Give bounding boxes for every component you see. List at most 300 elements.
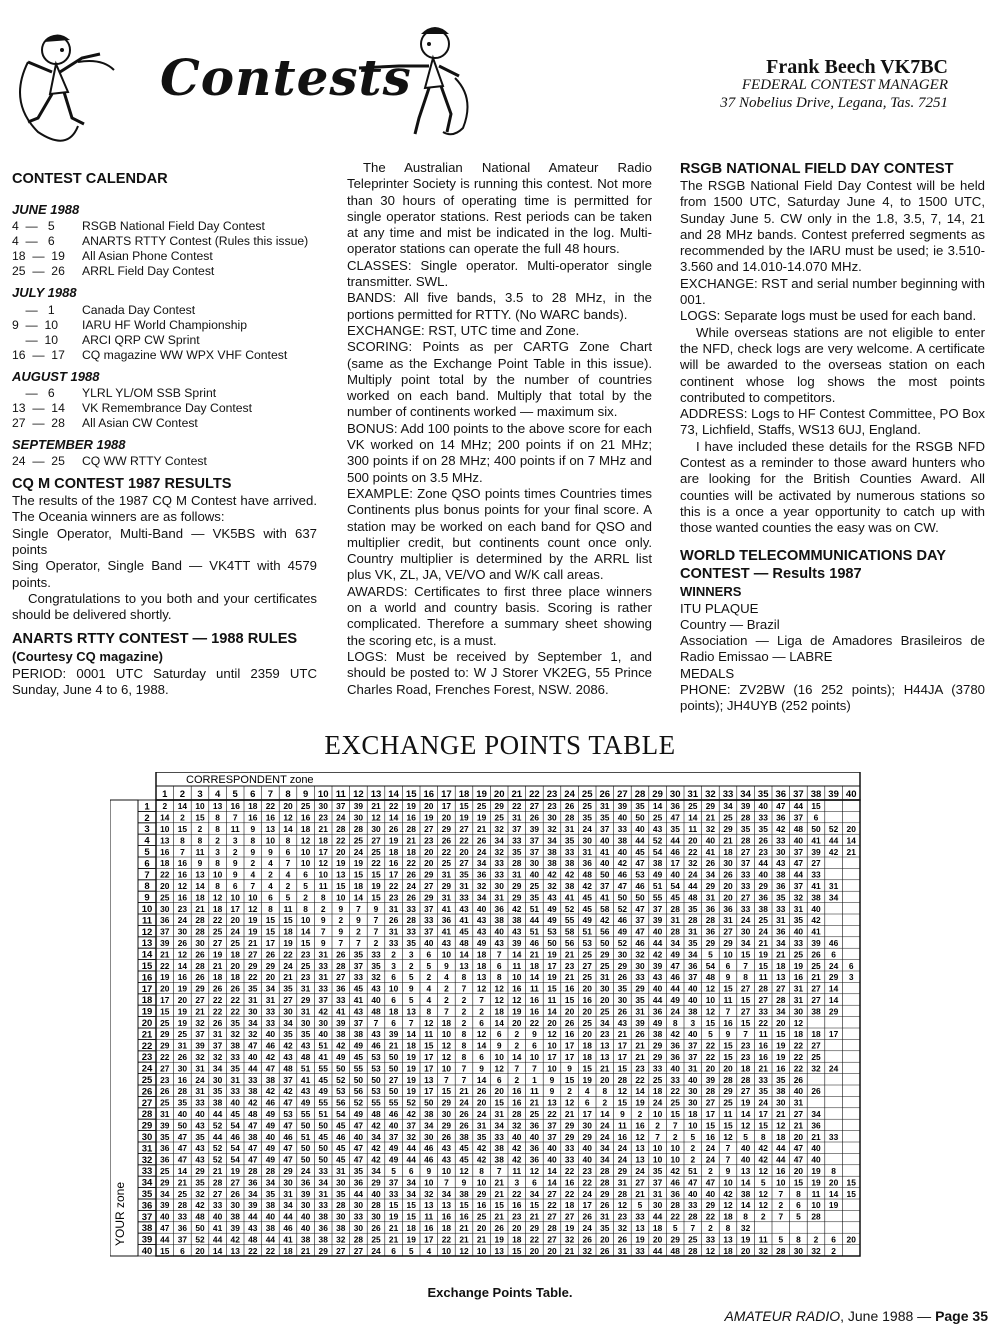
table-cell: 20 (723, 1063, 733, 1074)
table-cell: 7 (232, 812, 238, 823)
table-cell: 40 (318, 1029, 328, 1040)
wtd-country: Country — Brazil (680, 616, 780, 632)
table-cell: 28 (406, 915, 416, 926)
table-cell: 20 (723, 881, 733, 891)
table-cell: 36 (494, 903, 504, 914)
table-cell: 46 (265, 1040, 276, 1051)
column-zone-number: 11 (335, 789, 346, 800)
table-cell: 15 (388, 1200, 399, 1211)
table-cell: 22 (459, 835, 469, 846)
table-cell: 18 (406, 1040, 416, 1051)
table-cell: 27 (740, 983, 751, 994)
table-cell: 38 (564, 858, 575, 869)
table-cell: 33 (494, 869, 504, 880)
table-cell: 24 (476, 846, 487, 857)
table-cell: 11 (723, 1109, 733, 1119)
table-cell: 40 (705, 835, 716, 846)
table-cell: 8 (461, 972, 467, 983)
table-cell: 29 (160, 1040, 170, 1051)
calendar-month: JULY 1988 (12, 285, 77, 301)
table-cell: 10 (265, 835, 276, 846)
table-cell: 2 (514, 1040, 520, 1051)
table-cell: 49 (670, 995, 680, 1005)
table-cell: 30 (353, 1223, 364, 1233)
table-cell: 16 (758, 1040, 768, 1051)
table-cell: 10 (652, 1143, 663, 1154)
table-cell: 21 (705, 812, 716, 823)
table-cell: 2 (338, 915, 344, 926)
table-cell: 23 (758, 846, 768, 857)
table-cell: 37 (406, 1120, 416, 1131)
table-cell: 12 (723, 1200, 733, 1211)
table-cell: 25 (600, 1006, 610, 1017)
page-footer (724, 1308, 988, 1324)
table-cell: 18 (212, 903, 223, 914)
table-cell: 36 (177, 1223, 188, 1233)
calendar-contest: All Asian Phone Contest (82, 249, 213, 264)
table-cell: 24 (230, 926, 240, 937)
table-cell: 21 (476, 824, 487, 834)
table-cell: 17 (547, 1052, 557, 1062)
table-cell: 42 (828, 846, 839, 857)
table-cell: 17 (758, 1109, 768, 1119)
table-cell: 18 (652, 1223, 663, 1233)
table-cell: 28 (705, 1086, 716, 1097)
table-cell: 21 (388, 1223, 399, 1233)
table-cell: 33 (318, 1200, 328, 1211)
table-cell: 9 (496, 1040, 502, 1051)
table-cell: 12 (758, 1188, 768, 1199)
table-cell: 34 (688, 949, 698, 960)
table-cell: 14 (600, 1109, 610, 1119)
table-cell: 44 (758, 858, 768, 869)
table-cell: 15 (723, 1052, 733, 1062)
table-cell: 46 (388, 1109, 399, 1119)
table-cell: 33 (758, 812, 768, 823)
table-cell: 35 (652, 1166, 663, 1176)
cqm-result-single: Sing Operator, Single Band — VK4TT with 4579 points. (12, 558, 317, 590)
table-cell: 32 (547, 824, 557, 834)
table-cell: 30 (441, 1109, 452, 1119)
table-cell: 6 (391, 972, 396, 983)
table-cell: 17 (265, 938, 276, 948)
table-cell: 19 (230, 1166, 240, 1176)
table-cell: 30 (160, 903, 170, 914)
table-cell: 27 (635, 1177, 645, 1188)
table-cell: 20 (424, 858, 434, 869)
table-cell: 34 (318, 1177, 328, 1188)
table-cell: 30 (300, 1200, 311, 1211)
table-cell: 18 (248, 801, 258, 812)
table-cell: 42 (723, 1188, 733, 1199)
table-cell: 24 (705, 1143, 716, 1154)
table-cell: 7 (356, 938, 361, 948)
table-cell: 43 (652, 972, 663, 983)
table-cell: 35 (758, 824, 768, 834)
table-cell: 46 (828, 938, 839, 948)
table-cell: 12 (441, 1040, 452, 1051)
table-cell: 15 (758, 1120, 768, 1131)
table-cell: 12 (424, 1017, 434, 1028)
table-cell: 30 (248, 1006, 258, 1017)
table-cell: 16 (476, 1200, 487, 1211)
table-cell: 38 (265, 1074, 276, 1085)
table-cell: 4 (426, 1245, 432, 1256)
table-cell: 51 (688, 1166, 698, 1176)
table-cell: 38 (494, 1143, 504, 1154)
table-cell: 15 (740, 949, 751, 960)
table-cell: 40 (371, 995, 381, 1005)
table-cell: 52 (195, 1234, 205, 1245)
table-cell: 11 (529, 1086, 539, 1097)
table-cell: 32 (371, 972, 381, 983)
table-cell: 29 (512, 892, 522, 903)
table-cell: 38 (776, 869, 786, 880)
table-cell: 50 (300, 1120, 311, 1131)
table-cell: 46 (230, 1131, 240, 1142)
column-zone-number: 28 (634, 789, 646, 800)
table-cell: 33 (406, 903, 416, 914)
table-cell: 21 (388, 1234, 399, 1245)
table-cell: 48 (248, 1234, 258, 1245)
table-cell: 22 (705, 1052, 716, 1062)
table-cell: 46 (617, 915, 628, 926)
row-zone-number: 3 (144, 824, 150, 836)
table-cell: 39 (617, 801, 628, 812)
table-cell: 28 (371, 1200, 381, 1211)
table-cell: 38 (459, 1131, 469, 1142)
table-cell: 30 (336, 1177, 346, 1188)
table-cell: 14 (212, 1245, 223, 1256)
table-cell: 16 (758, 1052, 768, 1062)
table-cell: 29 (441, 824, 452, 834)
table-cell: 25 (212, 926, 223, 937)
table-cell: 42 (371, 1154, 381, 1165)
table-cell: 38 (248, 1131, 258, 1142)
table-cell: 49 (388, 1154, 399, 1165)
table-cell: 48 (459, 938, 469, 948)
table-cell: 38 (617, 835, 628, 846)
table-cell: 33 (265, 1017, 276, 1028)
table-cell: 20 (529, 1245, 540, 1256)
column-left (12, 160, 317, 698)
table-cell: 16 (635, 1120, 645, 1131)
table-cell: 36 (582, 858, 592, 869)
table-cell: 27 (811, 1040, 821, 1051)
table-cell: 22 (160, 869, 170, 880)
table-cell: 18 (406, 1223, 416, 1233)
table-cell: 49 (670, 949, 680, 960)
table-cell: 29 (512, 881, 522, 891)
table-cell: 43 (652, 824, 663, 834)
table-cell: 44 (776, 1143, 786, 1154)
table-cell: 39 (388, 1029, 399, 1040)
table-cell: 18 (564, 1200, 575, 1211)
table-cell: 2 (285, 881, 291, 891)
table-cell: 26 (811, 1086, 821, 1097)
table-cell: 38 (424, 1109, 434, 1119)
table-cell: 26 (230, 983, 240, 994)
table-cell: 21 (494, 1177, 504, 1188)
table-cell: 17 (424, 1234, 434, 1245)
table-cell: 10 (160, 824, 170, 834)
table-cell: 37 (353, 960, 364, 971)
table-cell: 38 (652, 858, 663, 869)
table-cell: 25 (160, 1097, 170, 1108)
table-cell: 22 (512, 1188, 522, 1199)
table-cell: 9 (232, 869, 238, 880)
table-cell: 52 (406, 1097, 416, 1108)
table-cell: 14 (512, 1052, 522, 1062)
table-cell: 13 (441, 1200, 452, 1211)
table-cell: 6 (268, 892, 273, 903)
column-zone-number: 33 (722, 789, 734, 800)
table-cell: 28 (195, 915, 205, 926)
table-cell: 2 (232, 846, 238, 857)
table-cell: 40 (388, 1120, 399, 1131)
table-cell: 40 (688, 1188, 698, 1199)
table-cell: 21 (494, 1211, 504, 1222)
exchange-points-table (110, 772, 870, 1272)
table-cell: 19 (476, 812, 487, 823)
table-cell: 2 (461, 1017, 467, 1028)
table-cell: 40 (705, 1188, 716, 1199)
table-cell: 9 (444, 960, 449, 971)
table-cell: 7 (778, 1211, 784, 1222)
table-cell: 47 (248, 1040, 258, 1051)
table-cell: 36 (776, 812, 786, 823)
table-cell: 7 (514, 1063, 520, 1074)
table-cell: 19 (793, 960, 804, 971)
table-cell: 30 (582, 1120, 592, 1131)
author-role: FEDERAL CONTEST MANAGER (741, 77, 948, 93)
table-cell: 15 (793, 1177, 804, 1188)
table-cell: 22 (248, 972, 258, 983)
table-cell: 21 (476, 1234, 487, 1245)
table-cell: 22 (582, 1177, 592, 1188)
table-cell: 14 (512, 949, 522, 960)
table-cell: 2 (831, 1245, 836, 1256)
table-cell: 47 (353, 1120, 364, 1131)
table-cell: 33 (652, 1063, 663, 1074)
table-cell: 24 (300, 1166, 311, 1176)
table-cell: 18 (283, 1245, 293, 1256)
table-cell: 27 (582, 960, 592, 971)
table-cell: 5 (760, 1177, 766, 1188)
table-cell: 9 (250, 846, 256, 857)
table-cell: 5 (743, 1131, 748, 1142)
table-cell: 3 (690, 1017, 696, 1028)
table-cell: 29 (476, 1188, 487, 1199)
table-cell: 26 (212, 1017, 223, 1028)
table-cell: 2 (268, 869, 273, 880)
table-cell: 15 (512, 1245, 522, 1256)
table-cell: 37 (740, 858, 751, 869)
table-cell: 45 (635, 846, 645, 857)
table-cell: 19 (388, 1211, 399, 1222)
table-cell: 34 (371, 1131, 381, 1142)
table-cell: 40 (265, 1029, 276, 1040)
row-zone-number: 35 (141, 1189, 153, 1200)
table-cell: 2 (408, 960, 414, 971)
table-cell: 10 (723, 1177, 733, 1188)
cqm-intro: The results of the 1987 CQ M Contest have arrived. The Oceania winners are as follows: (12, 493, 317, 525)
table-cell: 32 (494, 846, 504, 857)
table-cell: 9 (426, 1166, 432, 1176)
table-cell: 47 (670, 960, 680, 971)
table-cell: 26 (582, 1234, 592, 1245)
table-cell: 40 (300, 1223, 311, 1233)
table-cell: 30 (723, 858, 733, 869)
table-cell: 8 (461, 1029, 467, 1040)
table-cell: 7 (373, 926, 379, 937)
table-cell: 12 (494, 983, 504, 994)
table-cell: 21 (529, 949, 540, 960)
table-cell: 25 (670, 1097, 680, 1108)
table-cell: 28 (195, 926, 205, 937)
table-cell: 58 (564, 926, 575, 937)
table-cell: 49 (547, 915, 557, 926)
table-cell: 22 (441, 846, 452, 857)
table-cell: 29 (600, 949, 610, 960)
table-cell: 21 (494, 1188, 504, 1199)
table-cell: 25 (582, 949, 592, 960)
table-cell: 36 (318, 1223, 328, 1233)
calendar-entry (12, 454, 317, 469)
table-cell: 26 (564, 801, 575, 812)
table-cell: 40 (212, 1211, 223, 1222)
table-cell: 18 (723, 1245, 733, 1256)
table-cell: 42 (811, 915, 821, 926)
table-cell: 52 (617, 938, 628, 948)
table-cell: 20 (705, 1063, 716, 1074)
table-cell: 39 (160, 1120, 170, 1131)
table-cell: 20 (582, 1006, 592, 1017)
table-cell: 14 (652, 801, 663, 812)
table-cell: 10 (300, 858, 311, 869)
table-cell: 39 (353, 801, 364, 812)
table-cell: 25 (177, 1188, 188, 1199)
table-cell: 6 (496, 1029, 502, 1040)
table-cell: 7 (461, 1063, 467, 1074)
table-cell: 21 (212, 1166, 223, 1176)
table-cell: 35 (160, 1131, 170, 1142)
table-cell: 52 (828, 824, 839, 834)
table-cell: 26 (758, 835, 768, 846)
row-zone-number: 23 (141, 1052, 153, 1064)
table-cell: 17 (424, 1063, 434, 1074)
table-cell: 20 (582, 1029, 592, 1040)
table-cell: 20 (652, 1234, 663, 1245)
table-cell: 6 (532, 1177, 537, 1188)
table-cell: 21 (758, 938, 768, 948)
table-cell: 37 (793, 881, 804, 891)
column-zone-number: 22 (529, 789, 540, 800)
table-cell: 42 (564, 869, 575, 880)
table-cell: 27 (459, 824, 469, 834)
table-cell: 49 (476, 938, 487, 948)
table-cell: 39 (529, 824, 540, 834)
table-cell: 27 (740, 892, 751, 903)
table-cell: 7 (532, 1063, 537, 1074)
table-cell: 13 (494, 1245, 504, 1256)
table-cell: 14 (160, 812, 170, 823)
table-cell: 33 (512, 835, 522, 846)
table-cell: 23 (318, 812, 328, 823)
table-cell: 48 (670, 1245, 680, 1256)
table-cell: 8 (285, 835, 291, 846)
table-cell: 7 (461, 1074, 467, 1085)
table-cell: 6 (391, 1017, 396, 1028)
table-cell: 29 (723, 824, 733, 834)
column-zone-number: 9 (302, 789, 309, 800)
table-cell: 5 (391, 1166, 396, 1176)
table-cell: 40 (740, 1154, 751, 1165)
table-cell: 7 (250, 881, 256, 891)
table-cell: 14 (177, 960, 188, 971)
table-cell: 22 (283, 949, 293, 960)
table-cell: 31 (705, 892, 716, 903)
table-cell: 45 (582, 903, 592, 914)
table-cell: 21 (617, 1029, 628, 1040)
row-zone-number: 32 (141, 1154, 153, 1166)
table-cell: 18 (212, 972, 223, 983)
table-cell: 44 (160, 1234, 170, 1245)
table-cell: 19 (811, 1166, 821, 1176)
table-cell: 24 (600, 1120, 610, 1131)
table-cell: 46 (336, 1131, 346, 1142)
table-cell: 9 (461, 1177, 467, 1188)
table-cell: 36 (758, 892, 768, 903)
table-cell: 55 (371, 1097, 381, 1108)
table-cell: 36 (160, 915, 170, 926)
table-cell: 12 (248, 903, 258, 914)
table-cell: 22 (160, 960, 170, 971)
table-cell: 35 (230, 1063, 240, 1074)
magazine-name: AMATEUR RADIO (724, 1308, 841, 1324)
table-cell: 27 (740, 1086, 751, 1097)
table-cell: 50 (371, 1074, 381, 1085)
table-cell: 38 (512, 915, 522, 926)
table-cell: 8 (725, 1223, 731, 1233)
calendar-contest: ARCI QRP CW Sprint (82, 332, 200, 347)
table-cell: 39 (248, 1200, 258, 1211)
table-cell: 12 (758, 1200, 768, 1211)
table-cell: 15 (564, 1074, 575, 1085)
table-cell: 19 (582, 1074, 592, 1085)
table-cell: 30 (230, 1200, 240, 1211)
table-cell: 40 (652, 926, 663, 937)
table-cell: 41 (336, 1006, 346, 1017)
table-cell: 33 (635, 1211, 645, 1222)
table-cell: 21 (300, 1245, 311, 1256)
table-cell: 10 (300, 915, 311, 926)
table-cell: 47 (793, 1154, 804, 1165)
table-cell: 30 (494, 881, 504, 891)
table-cell: 27 (248, 949, 258, 960)
table-cell: 20 (476, 1223, 487, 1233)
table-cell: 14 (459, 949, 469, 960)
table-cell: 42 (617, 858, 628, 869)
table-cell: 12 (758, 1166, 768, 1176)
table-cell: 14 (547, 1177, 557, 1188)
table-cell: 42 (758, 1143, 768, 1154)
table-cell: 40 (476, 903, 487, 914)
row-zone-number: 27 (141, 1097, 153, 1109)
table-cell: 36 (723, 903, 733, 914)
table-cell: 19 (160, 972, 170, 983)
table-cell: 15 (406, 1200, 416, 1211)
